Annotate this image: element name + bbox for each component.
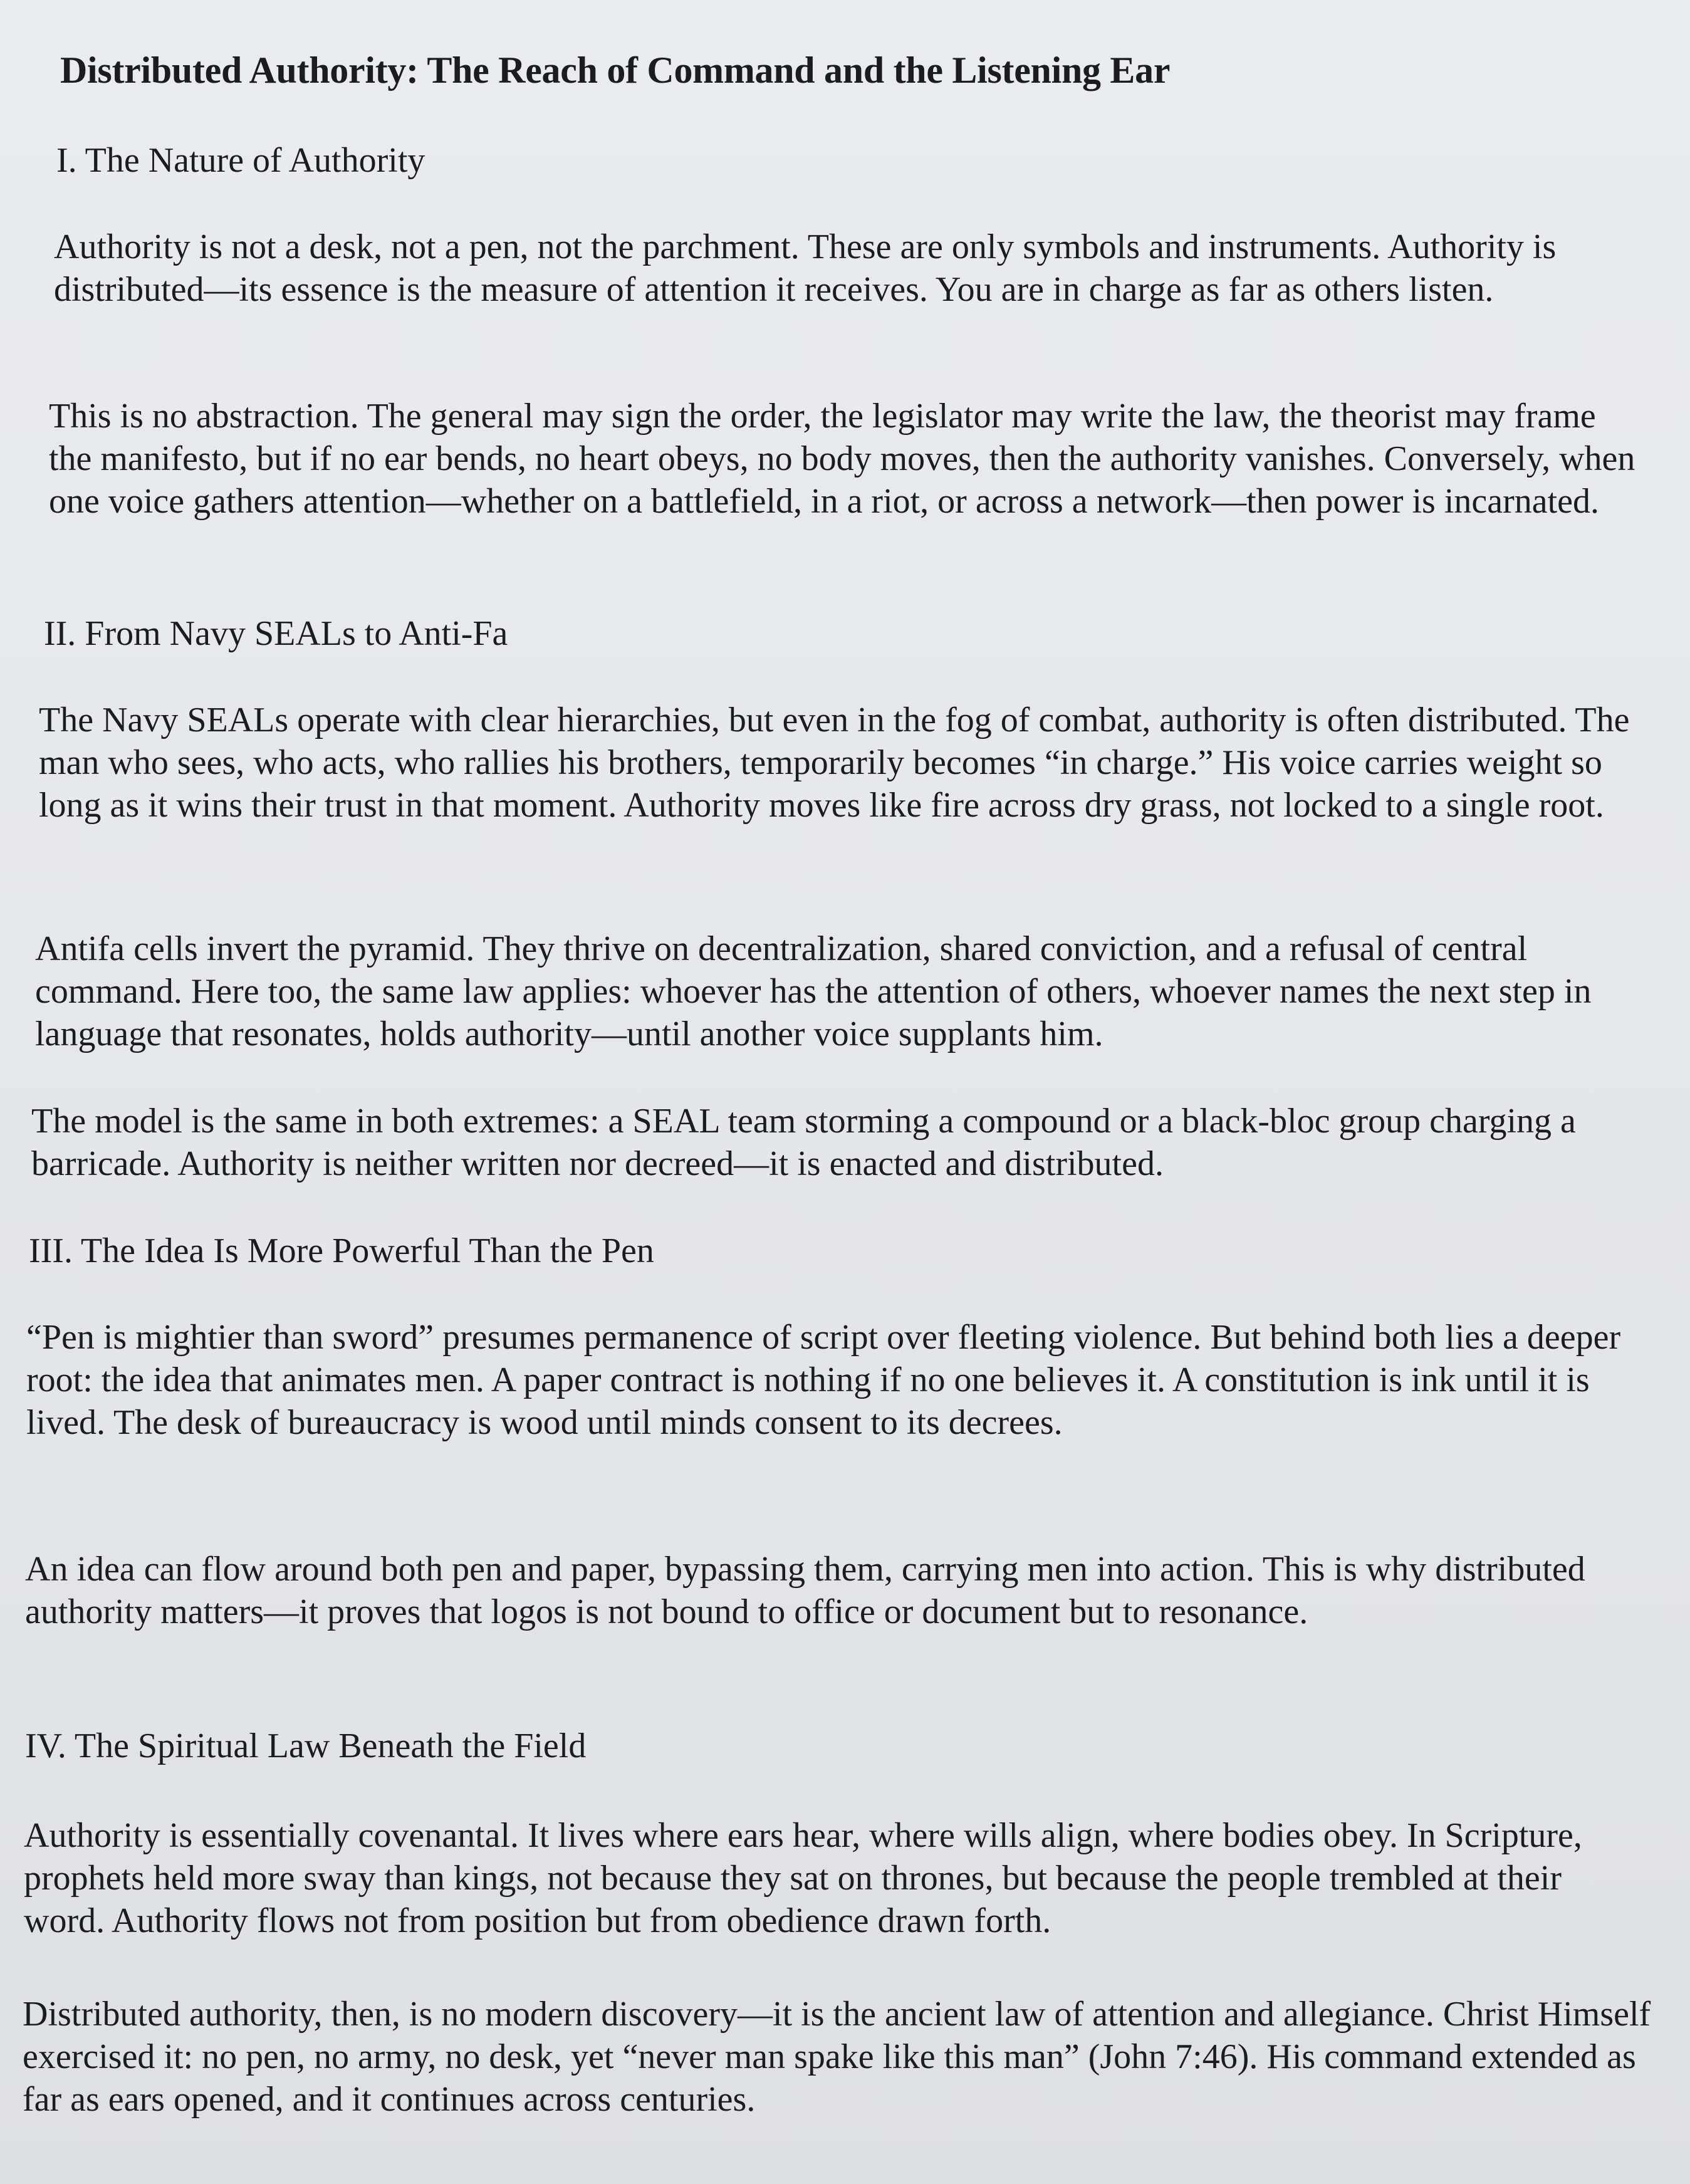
document-title: Distributed Authority: The Reach of Command and the Listening Ear (60, 50, 1171, 91)
section-heading-3: III. The Idea Is More Powerful Than the Pen (29, 1231, 654, 1270)
paragraph: The Navy SEALs operate with clear hierarchies, but even in the fog of combat, authority is often distributed. The man who sees, who acts, who rallies his brothers, temporarily becomes “in charge.” His voice carries weight so long as it wins their trust in that moment. Authority moves like fire across dry grass, not locked to a single root. (39, 701, 1630, 825)
paragraph: Antifa cells invert the pyramid. They thrive on decentralization, shared conviction, and a refusal of central command. Here too, the same law applies: whoever has the attention of others, whoever names the next step in language that resonates, holds authority—until another voice supplants him. (35, 929, 1592, 1053)
section-heading-2: II. From Navy SEALs to Anti-Fa (44, 614, 508, 653)
section-heading-4: IV. The Spiritual Law Beneath the Field (25, 1727, 587, 1765)
paragraph: Distributed authority, then, is no modern discovery—it is the ancient law of attention and allegiance. Christ Himself exercised it: no pen, no army, no desk, yet “never man spake like this man” (John 7:46). His command extended as far as ears opened, and it continues across centuries. (23, 1995, 1651, 2119)
section-heading-1: I. The Nature of Authority (56, 141, 425, 180)
paragraph: An idea can flow around both pen and paper, bypassing them, carrying men into action. This is why distributed authority matters—it proves that logos is not bound to office or document but to resonance. (25, 1550, 1585, 1631)
paragraph: “Pen is mightier than sword” presumes permanence of script over fleeting violence. But behind both lies a deeper root: the idea that animates men. A paper contract is nothing if no one believes it. A constitution is ink until it is lived. The desk of bureaucracy is wood until minds consent to its decrees. (26, 1318, 1621, 1442)
paragraph: The model is the same in both extremes: a SEAL team storming a compound or a black-bloc group charging a barricade. Authority is neither written nor decreed—it is enacted and distributed. (31, 1102, 1576, 1183)
paragraph: Authority is essentially covenantal. It lives where ears hear, where wills align, where bodies obey. In Scripture, prophets held more sway than kings, not because they sat on thrones, but because the people trembled at their word. Authority flows not from position but from obedience drawn forth. (24, 1816, 1582, 1940)
paragraph: Authority is not a desk, not a pen, not the parchment. These are only symbols and instruments. Authority is distributed—its essence is the measure of attention it receives. You are in charge as far as others listen. (54, 227, 1557, 309)
paragraph: This is no abstraction. The general may sign the order, the legislator may write the law, the theorist may frame the manifesto, but if no ear bends, no heart obeys, no body moves, then the authority vanishes. Conversely, when one voice gathers attention—whether on a battlefield, in a riot, or across a network—then power is incarnated. (49, 397, 1635, 521)
